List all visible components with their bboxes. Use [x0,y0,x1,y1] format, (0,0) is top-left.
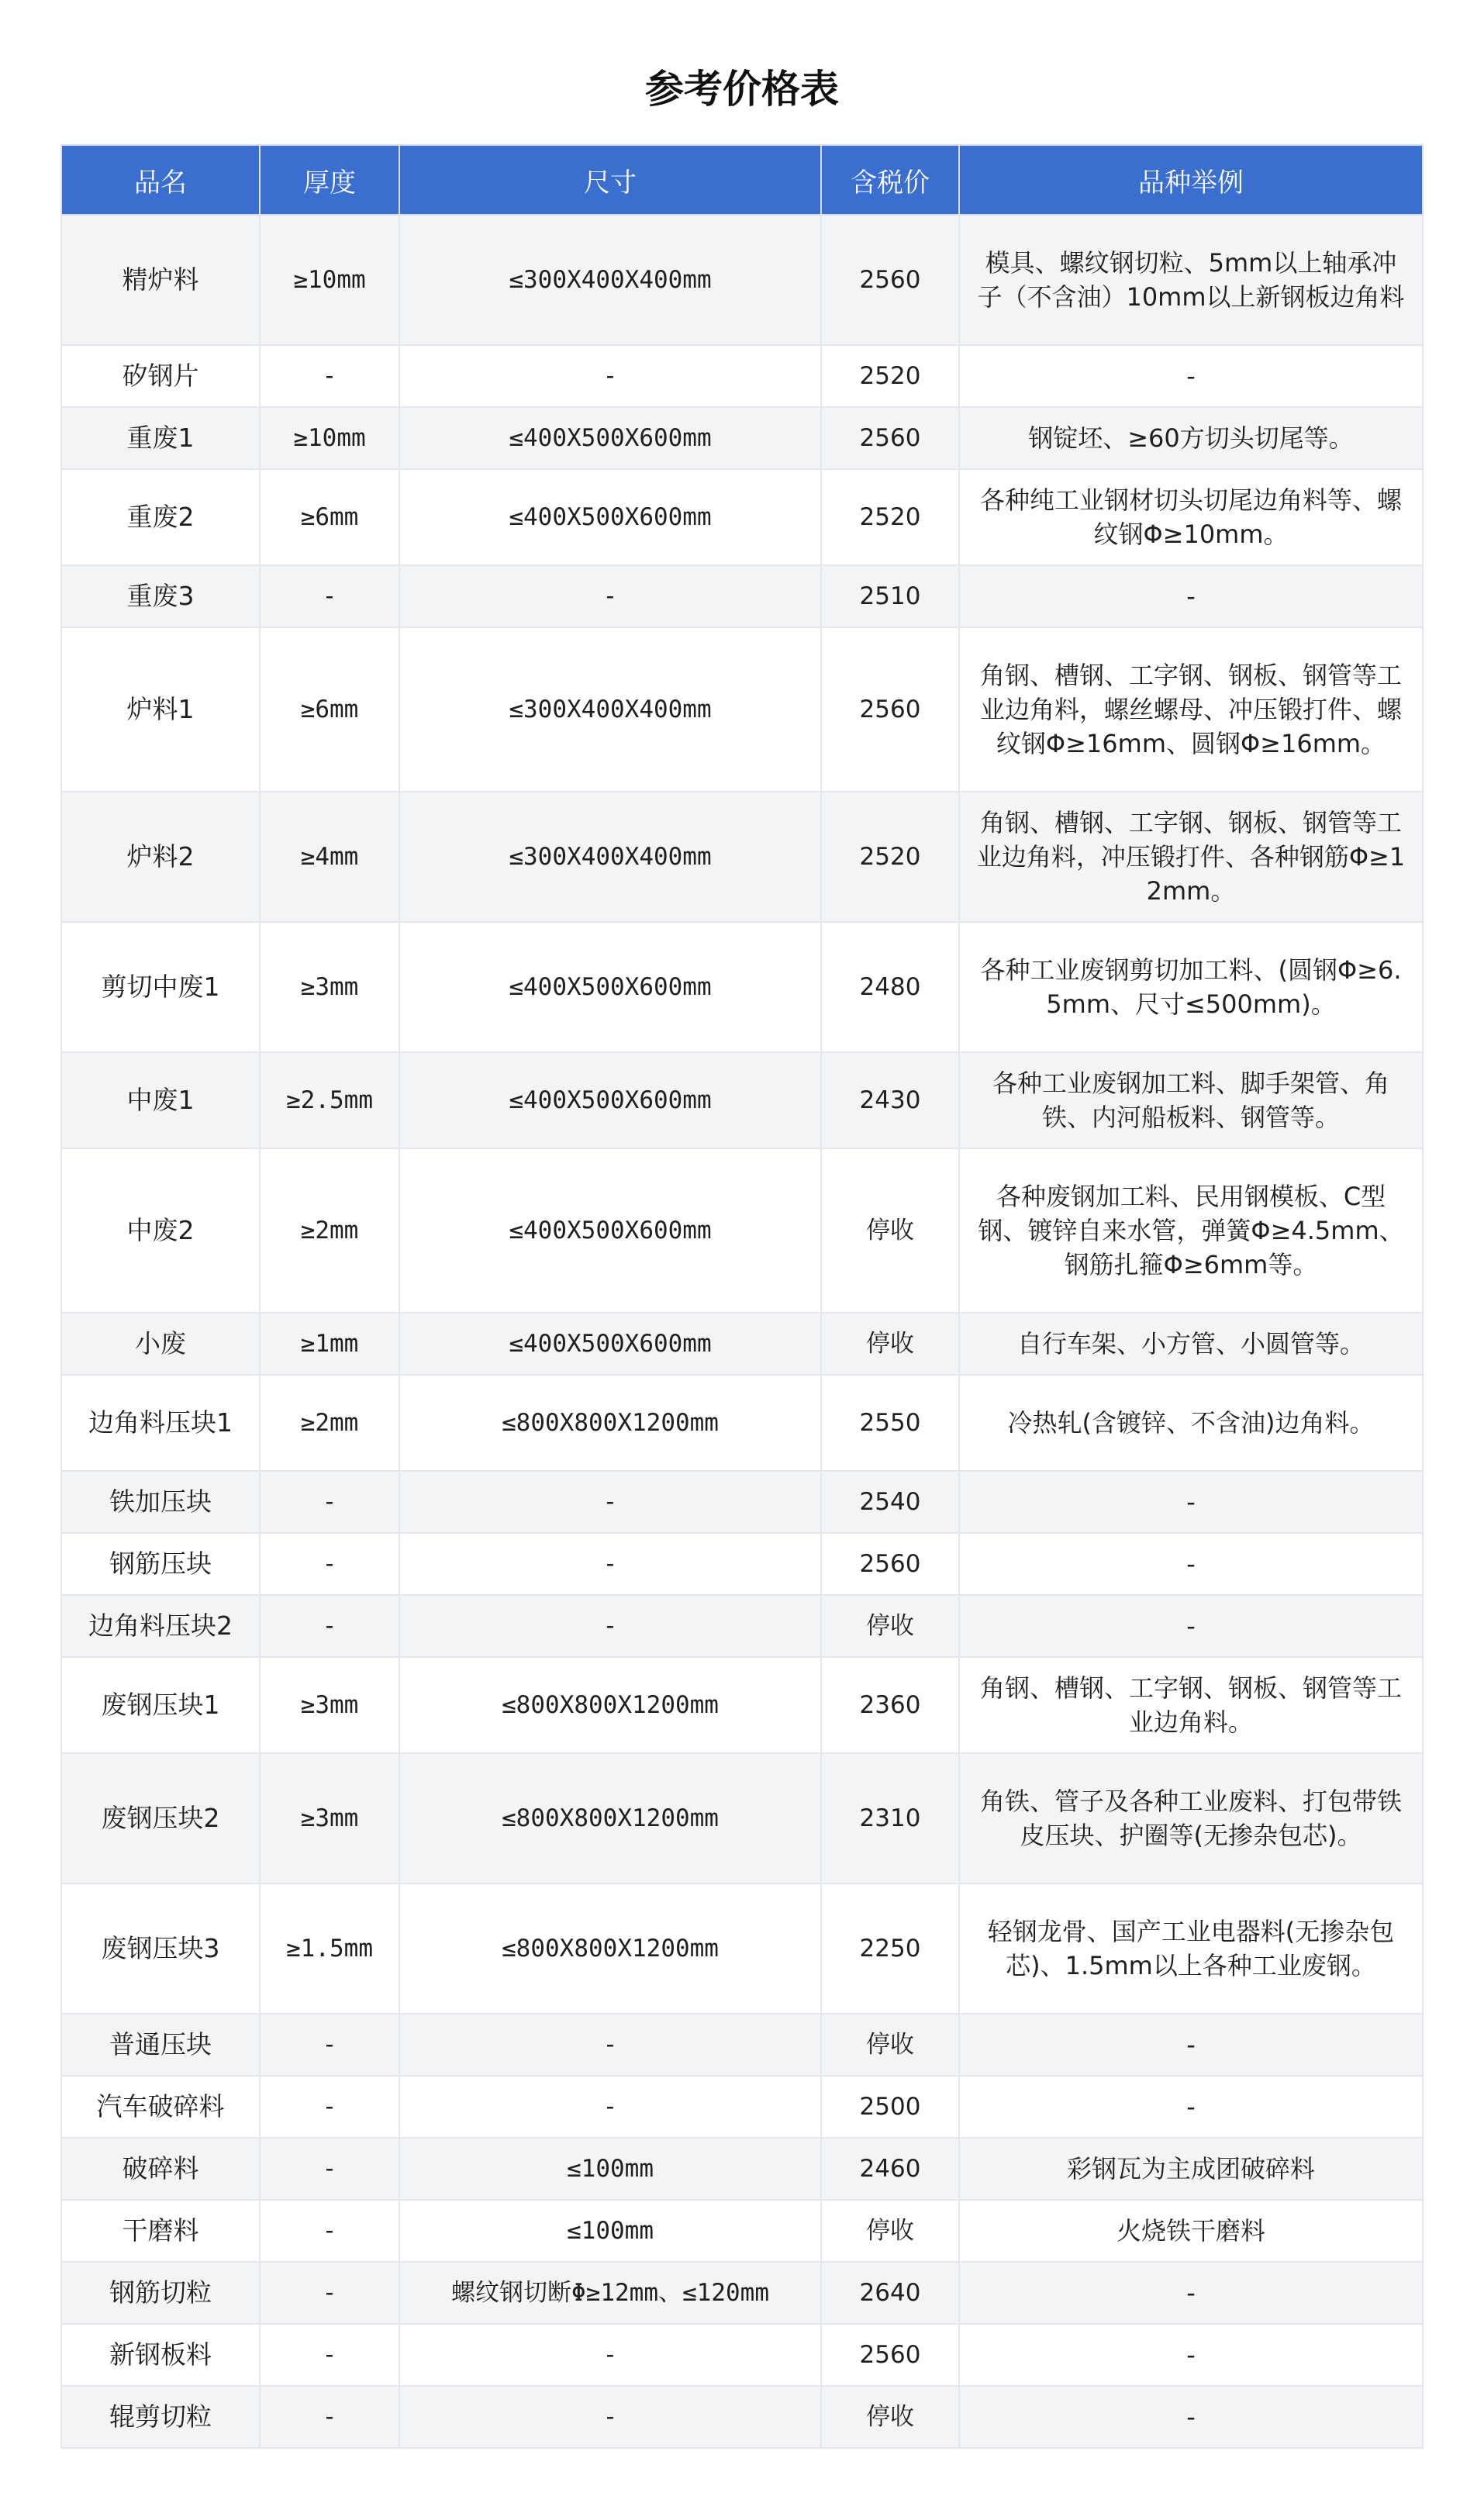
cell-name: 重废2 [61,469,260,565]
cell-thickness: - [260,1533,399,1595]
table-row [61,2386,1423,2448]
cell-example: - [959,1471,1423,1533]
cell-thickness: ≥1mm [260,1313,399,1375]
cell-name: 矽钢片 [61,345,260,407]
table-row [61,469,1423,565]
table-row [61,2138,1423,2200]
table-body [61,215,1423,2448]
cell-name: 中废2 [61,1148,260,1313]
table-row [61,1753,1423,1883]
cell-thickness: - [260,2386,399,2448]
cell-size: - [399,2076,821,2138]
cell-thickness: ≥2mm [260,1148,399,1313]
table-header [61,145,1423,215]
cell-name: 普通压块 [61,2014,260,2076]
cell-example: 角钢、槽钢、工字钢、钢板、钢管等工业边角料，螺丝螺母、冲压锻打件、螺纹钢Φ≥16mm、圆钢Φ≥16mm。 [959,627,1423,792]
cell-size: ≤400X500X600mm [399,1313,821,1375]
table-row [61,407,1423,469]
cell-price: 停收 [821,2386,959,2448]
cell-size: ≤100mm [399,2138,821,2200]
cell-thickness: - [260,2138,399,2200]
cell-size: ≤400X500X600mm [399,1052,821,1148]
cell-size: ≤800X800X1200mm [399,1753,821,1883]
cell-size: ≤800X800X1200mm [399,1375,821,1471]
cell-price: 2560 [821,407,959,469]
table-row [61,1313,1423,1375]
cell-size: - [399,1533,821,1595]
cell-price: 2560 [821,1533,959,1595]
cell-example: 冷热轧(含镀锌、不含油)边角料。 [959,1375,1423,1471]
cell-name: 铁加压块 [61,1471,260,1533]
table-row [61,792,1423,922]
table-row [61,2014,1423,2076]
cell-name: 汽车破碎料 [61,2076,260,2138]
cell-name: 废钢压块2 [61,1753,260,1883]
cell-price: 2430 [821,1052,959,1148]
cell-thickness: - [260,565,399,627]
cell-example: - [959,2262,1423,2324]
table-row [61,1052,1423,1148]
cell-size: ≤300X400X400mm [399,792,821,922]
cell-example: - [959,345,1423,407]
cell-thickness: - [260,1595,399,1657]
cell-example: 各种工业废钢剪切加工料、(圆钢Φ≥6.5mm、尺寸≤500mm)。 [959,922,1423,1052]
table-row [61,2076,1423,2138]
cell-example: 火烧铁干磨料 [959,2200,1423,2262]
header-size: 尺寸 [399,145,821,215]
cell-thickness: - [260,2200,399,2262]
cell-example: - [959,1595,1423,1657]
cell-example: 各种纯工业钢材切头切尾边角料等、螺纹钢Φ≥10mm。 [959,469,1423,565]
cell-example: - [959,2386,1423,2448]
cell-price: 2460 [821,2138,959,2200]
price-table [60,144,1424,2449]
cell-price: 2310 [821,1753,959,1883]
cell-size: ≤800X800X1200mm [399,1657,821,1753]
cell-name: 废钢压块3 [61,1883,260,2014]
cell-name: 新钢板料 [61,2324,260,2386]
cell-thickness: - [260,2262,399,2324]
header-name: 品名 [61,145,260,215]
cell-price: 停收 [821,1148,959,1313]
table-row [61,627,1423,792]
cell-price: 2520 [821,792,959,922]
cell-price: 2560 [821,627,959,792]
table-row [61,2324,1423,2386]
cell-price: 2560 [821,2324,959,2386]
table-row [61,1883,1423,2014]
table-row [61,1657,1423,1753]
table-row [61,1533,1423,1595]
cell-price: 2520 [821,469,959,565]
cell-price: 2510 [821,565,959,627]
cell-example: 角铁、管子及各种工业废料、打包带铁皮压块、护圈等(无掺杂包芯)。 [959,1753,1423,1883]
cell-thickness: ≥6mm [260,627,399,792]
cell-size: ≤300X400X400mm [399,627,821,792]
cell-name: 重废3 [61,565,260,627]
cell-name: 中废1 [61,1052,260,1148]
cell-size: ≤100mm [399,2200,821,2262]
cell-size: ≤400X500X600mm [399,407,821,469]
cell-price: 2250 [821,1883,959,2014]
cell-name: 干磨料 [61,2200,260,2262]
table-row [61,1471,1423,1533]
cell-thickness: ≥2.5mm [260,1052,399,1148]
cell-example: - [959,1533,1423,1595]
cell-thickness: ≥1.5mm [260,1883,399,2014]
cell-thickness: - [260,345,399,407]
header-row [61,145,1423,215]
cell-name: 重废1 [61,407,260,469]
cell-price: 停收 [821,1595,959,1657]
table-row [61,2262,1423,2324]
cell-example: 各种废钢加工料、民用钢模板、C型钢、镀锌自来水管，弹簧Φ≥4.5mm、钢筋扎箍Φ≥6mm等。 [959,1148,1423,1313]
cell-example: 模具、螺纹钢切粒、5mm以上轴承冲子（不含油）10mm以上新钢板边角料 [959,215,1423,345]
header-example: 品种举例 [959,145,1423,215]
table-row [61,1595,1423,1657]
cell-price: 2640 [821,2262,959,2324]
cell-name: 炉料1 [61,627,260,792]
cell-name: 炉料2 [61,792,260,922]
cell-example: 各种工业废钢加工料、脚手架管、角铁、内河船板料、钢管等。 [959,1052,1423,1148]
cell-size: - [399,2014,821,2076]
cell-name: 钢筋压块 [61,1533,260,1595]
table-row [61,1375,1423,1471]
cell-thickness: ≥3mm [260,1657,399,1753]
cell-name: 精炉料 [61,215,260,345]
cell-size: ≤800X800X1200mm [399,1883,821,2014]
cell-size: - [399,1595,821,1657]
cell-price: 2550 [821,1375,959,1471]
page-title: 参考价格表 [645,67,839,112]
cell-price: 2560 [821,215,959,345]
cell-name: 边角料压块1 [61,1375,260,1471]
cell-thickness: ≥3mm [260,922,399,1052]
cell-name: 边角料压块2 [61,1595,260,1657]
cell-example: 轻钢龙骨、国产工业电器料(无掺杂包芯)、1.5mm以上各种工业废钢。 [959,1883,1423,2014]
cell-price: 停收 [821,1313,959,1375]
cell-name: 辊剪切粒 [61,2386,260,2448]
cell-thickness: ≥4mm [260,792,399,922]
cell-size: - [399,345,821,407]
cell-size: ≤300X400X400mm [399,215,821,345]
cell-price: 2520 [821,345,959,407]
table-row [61,215,1423,345]
cell-size: - [399,2386,821,2448]
cell-name: 剪切中废1 [61,922,260,1052]
cell-name: 废钢压块1 [61,1657,260,1753]
cell-thickness: - [260,2076,399,2138]
cell-price: 2500 [821,2076,959,2138]
header-price: 含税价 [821,145,959,215]
table-row [61,345,1423,407]
cell-thickness: ≥6mm [260,469,399,565]
table-row [61,1148,1423,1313]
cell-example: 角钢、槽钢、工字钢、钢板、钢管等工业边角料，冲压锻打件、各种钢筋Φ≥12mm。 [959,792,1423,922]
cell-price: 停收 [821,2014,959,2076]
cell-price: 2360 [821,1657,959,1753]
cell-example: 角钢、槽钢、工字钢、钢板、钢管等工业边角料。 [959,1657,1423,1753]
cell-example: - [959,2014,1423,2076]
cell-size: - [399,1471,821,1533]
cell-name: 小废 [61,1313,260,1375]
cell-size: - [399,565,821,627]
cell-name: 钢筋切粒 [61,2262,260,2324]
cell-size: - [399,2324,821,2386]
table-row [61,565,1423,627]
cell-size: ≤400X500X600mm [399,469,821,565]
cell-thickness: - [260,2014,399,2076]
cell-example: - [959,2324,1423,2386]
cell-price: 2480 [821,922,959,1052]
cell-thickness: ≥3mm [260,1753,399,1883]
cell-size: 螺纹钢切断Φ≥12mm、≤120mm [399,2262,821,2324]
cell-example: - [959,2076,1423,2138]
cell-thickness: ≥2mm [260,1375,399,1471]
cell-thickness: - [260,2324,399,2386]
cell-size: ≤400X500X600mm [399,1148,821,1313]
table-row [61,2200,1423,2262]
cell-example: - [959,565,1423,627]
header-thickness: 厚度 [260,145,399,215]
cell-example: 钢锭坯、≥60方切头切尾等。 [959,407,1423,469]
cell-thickness: ≥10mm [260,407,399,469]
cell-thickness: ≥10mm [260,215,399,345]
cell-price: 停收 [821,2200,959,2262]
cell-thickness: - [260,1471,399,1533]
cell-example: 自行车架、小方管、小圆管等。 [959,1313,1423,1375]
cell-price: 2540 [821,1471,959,1533]
cell-size: ≤400X500X600mm [399,922,821,1052]
cell-example: 彩钢瓦为主成团破碎料 [959,2138,1423,2200]
table-row [61,922,1423,1052]
cell-name: 破碎料 [61,2138,260,2200]
